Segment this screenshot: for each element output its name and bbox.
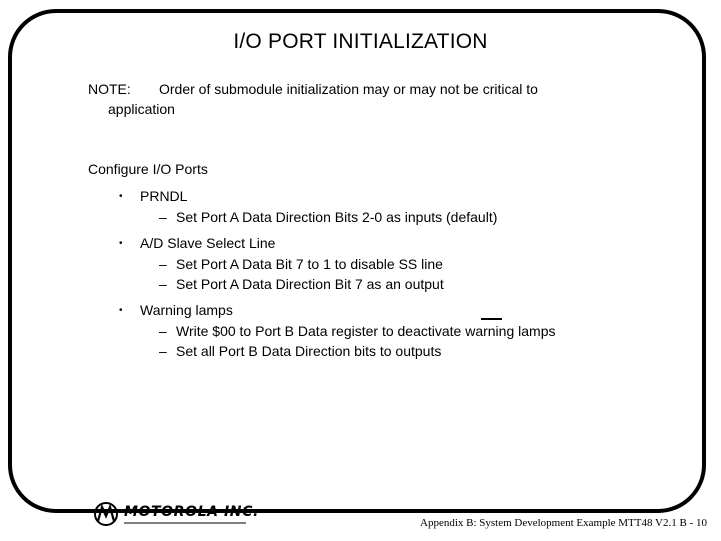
sub-item: Write $00 to Port B Data register to deactivate warning lamps [176,323,556,339]
bullet-icon: • [119,191,123,202]
note-label: NOTE: [88,81,131,97]
signal-overline [481,318,502,320]
bullet-label-ad-slave-select: A/D Slave Select Line [140,235,276,251]
dash-icon: – [159,256,167,272]
bullet-label-warning-lamps: Warning lamps [140,302,233,318]
dash-icon: – [159,276,167,292]
motorola-wordmark: MOTOROLA INC. [124,504,259,520]
bullet-icon: • [119,238,123,249]
dash-icon: – [159,209,167,225]
slide-title: I/O PORT INITIALIZATION [233,30,488,53]
dash-icon: – [159,343,167,359]
sub-item: Set Port A Data Direction Bits 2-0 as inputs (default) [176,209,498,225]
bullet-icon: • [119,305,123,316]
note-continuation: application [108,101,175,117]
note-text: Order of submodule initialization may or may not be critical to [159,81,538,97]
sub-item: Set Port A Data Bit 7 to 1 to disable SS line [176,256,443,272]
bullet-label-prndl: PRNDL [140,188,188,204]
sub-item: Set all Port B Data Direction bits to outputs [176,343,442,359]
section-heading: Configure I/O Ports [88,161,208,177]
sub-item: Set Port A Data Direction Bit 7 as an output [176,276,444,292]
footer-text: Appendix B: System Development Example MTT48 V2.1 B - 10 [420,517,707,529]
dash-icon: – [159,323,167,339]
